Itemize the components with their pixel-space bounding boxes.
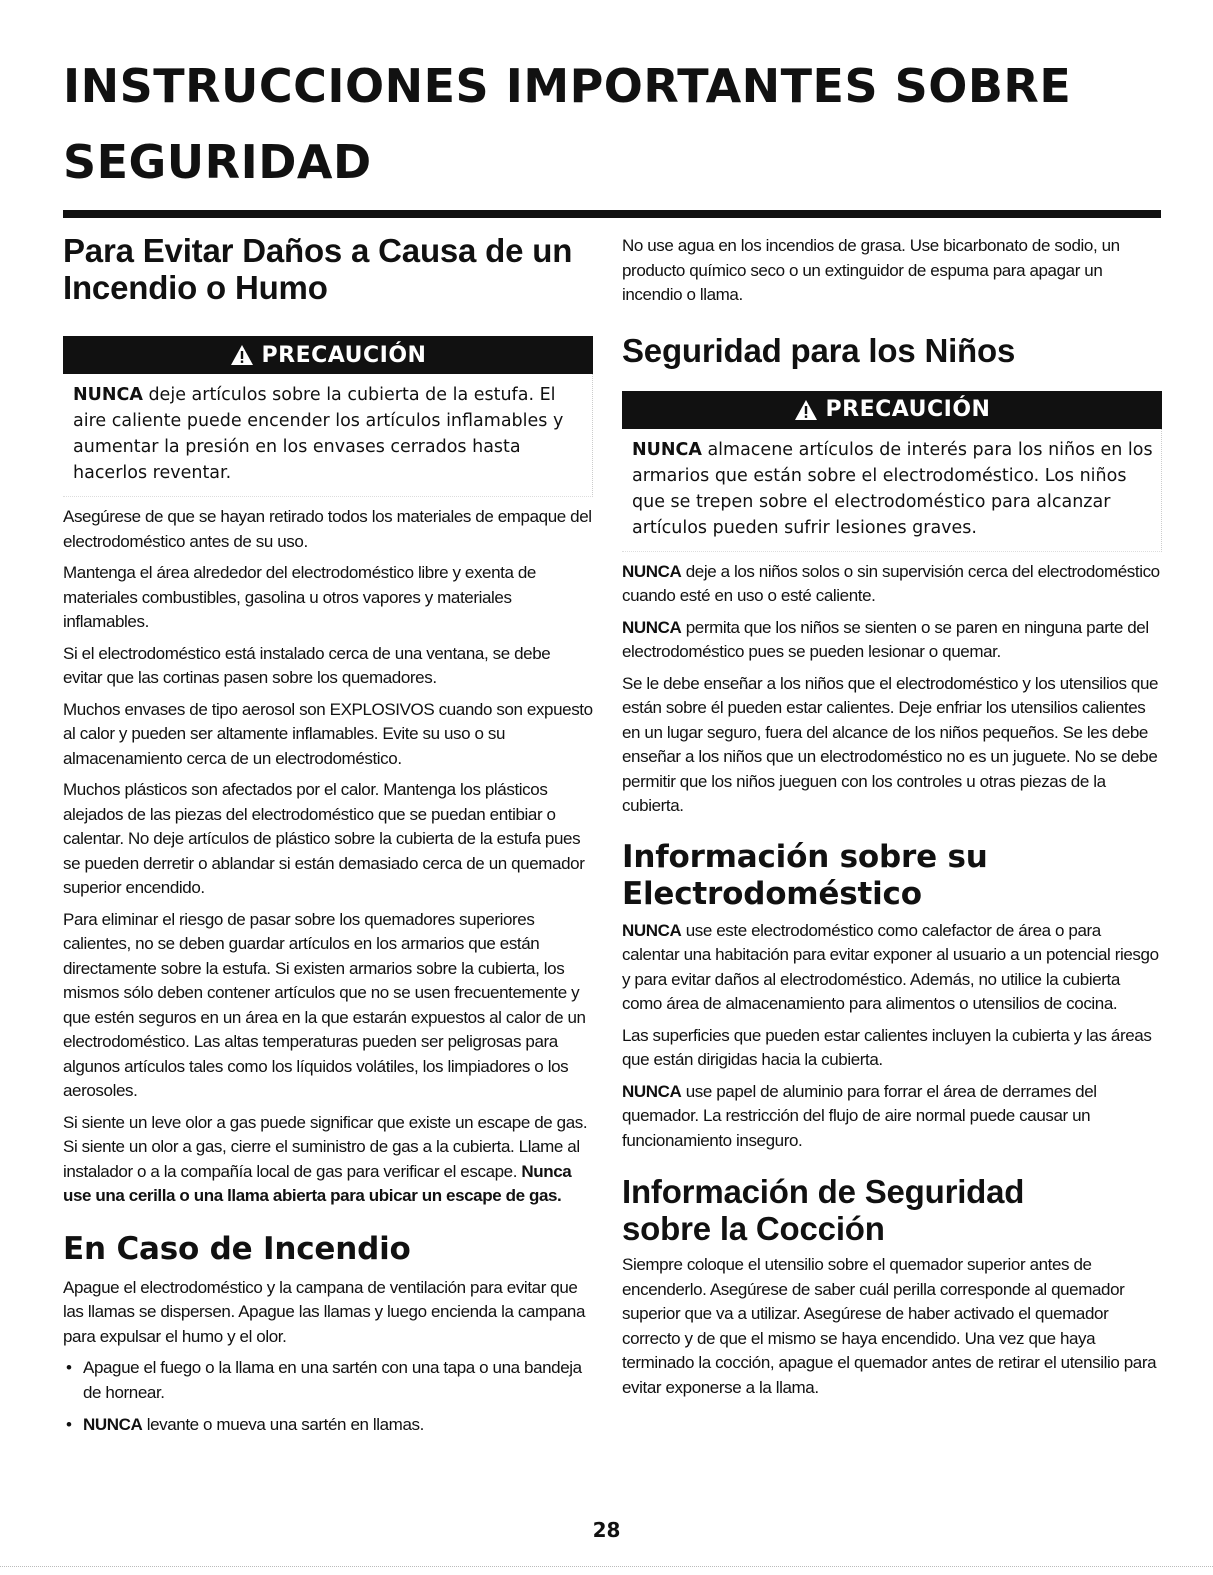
bullet-keyword: NUNCA [83,1415,143,1434]
paragraph: Si el electrodoméstico está instalado cerca de una ventana, se debe evitar que las cortinas pasen sobre los quemadores. [63,643,551,687]
paragraph: Las superficies que pueden estar calientes incluyen la cubierta y las áreas que están dirigidas hacia la cubierta. [622,1025,1152,1069]
bullet-text: levante o mueva una sartén en llamas. [142,1415,424,1434]
paragraph: Siempre coloque el utensilio sobre el quemador superior antes de encenderlo. Asegúrese de saber cuál perilla corresponde al quemador superior que va a utilizar. Asegúrese de haber activado el quemador correcto y de que el mismo se haya encendido. Una vez que haya terminado la cocción, apague el quemador antes de retirar el utensilio para evitar exponerse a la llama. [622,1255,1157,1397]
paragraph: Muchos envases de tipo aerosol son EXPLOSIVOS cuando son expuesto al calor y pueden ser altamente inflamables. Evite su uso o su almacenamiento cerca de un electrodoméstico. [63,699,593,768]
caution-keyword: NUNCA [73,385,143,405]
paragraph: Muchos plásticos son afectados por el calor. Mantenga los plásticos alejados de las piezas del electrodoméstico que se puedan entibiar o calentar. No deje artículos de plástico sobre la cubierta de la estufa pues se pueden derretir o ablandar si están demasiado cerca de un quemador superior encendido. [63,780,585,897]
caution-banner [622,391,1162,429]
paragraph [622,616,1162,665]
caution-banner [63,336,593,374]
paragraph-text: deje a los niños solos o sin supervisión cerca del electrodoméstico cuando esté en uso o esté caliente. [622,561,1160,605]
keyword: NUNCA [622,617,682,637]
list-item: • NUNCA levante o mueva una sartén en llamas. [66,1415,424,1434]
page-title-line2: SEGURIDAD [63,135,372,189]
paragraph: Se le debe enseñar a los niños que el electrodoméstico y los utensilios que están sobre él pueden estar calientes. Deje enfriar los utensilios calientes en un lugar seguro, fuera del alcance de los niños pequeños. Se les debe enseñar a los niños que un electrodoméstico no es un juguete. No se debe permitir que los niños jueguen con los controles u otras piezas de la cubierta. [622,673,1159,815]
paragraph: Mantenga el área alrededor del electrodoméstico libre y exenta de materiales combustibles, gasolina u otros vapores y materiales inflamables. [63,563,536,631]
caution-body: almacene artículos de interés para los niños en los armarios que están sobre el electrodoméstico. Los niños que se trepen sobre el electrodoméstico para alcanzar artículos pueden sufrir lesiones graves. [632,439,1153,538]
keyword: NUNCA [622,561,682,581]
page-number: 28 [592,1518,621,1542]
gas-leak-paragraph [63,1111,593,1209]
right-column [622,234,1162,1407]
paragraph [622,1080,1162,1154]
cooking-safety-heading: Información de Seguridad sobre la Cocción [622,1173,1025,1247]
gas-leak-warning: Nunca use una cerilla o una llama abierta para ubicar un escape de gas. [63,1161,572,1205]
fire-prevention-heading: Para Evitar Daños a Causa de un Incendio o Humo [63,232,573,306]
paragraph: Apague el electrodoméstico y la campana de ventilación para evitar que las llamas se dispersen. Apague las llamas y luego encienda la campana para expulsar el humo y el olor. [63,1277,585,1346]
paragraph-text: use papel de aluminio para forrar el área de derrames del quemador. La restricción del flujo de aire normal puede causar un funcionamiento inseguro. [622,1081,1097,1150]
keyword: NUNCA [622,1081,682,1101]
caution-keyword: NUNCA [632,439,702,460]
caution-body: deje artículos sobre la cubierta de la estufa. El aire caliente puede encender los artículos inflamables y aumentar la presión en los envases cerrados hasta hacerlos reventar. [73,385,564,483]
fire-bullet-list [63,1356,593,1438]
caution-label: PRECAUCIÓN [261,342,427,368]
caution-box-children [622,391,1162,552]
caution-text [622,429,1162,552]
caution-text [63,374,593,497]
page-title [63,48,1163,200]
paragraph [622,560,1162,609]
list-item: • Apague el fuego o la llama en una sartén con una tapa o una bandeja de hornear. [66,1358,582,1402]
caution-label: PRECAUCIÓN [825,397,991,422]
warning-triangle-icon [230,344,254,366]
caution-box-fire [63,336,593,497]
bullet-text: Apague el fuego o la llama en una sartén con una tapa o una bandeja de hornear. [83,1358,582,1402]
title-rule [63,210,1161,218]
appliance-info-heading: Información sobre su Electrodoméstico [622,838,988,912]
paragraph: Para eliminar el riesgo de pasar sobre los quemadores superiores calientes, no se deben guardar artículos en los armarios que están directamente sobre la estufa. Si existen armarios sobre la cubierta, los mismos sólo deben contener artículos que no se usen frecuentemente y que estén seguros en un área en la que estarán expuestos al calor de un electrodoméstico. Las altas temperaturas pueden ser peligrosas para algunos artículos tales como los líquidos volátiles, los limpiadores o los aerosoles. [63,909,586,1100]
child-safety-heading: Seguridad para los Niños [622,331,1016,369]
paragraph-text: use este electrodoméstico como calefactor de área o para calentar una habitación para evitar exponer al usuario a un potencial riesgo y para evitar daños al electrodoméstico. Además, no utilice la cubierta como área de almacenamiento para alimentos o utensilios de cocina. [622,920,1159,1013]
page-title-line1: INSTRUCCIONES IMPORTANTES SOBRE [63,59,1072,113]
keyword: NUNCA [622,920,682,940]
paragraph [622,919,1162,1017]
fire-case-heading: En Caso de Incendio [63,1230,411,1267]
grease-fire-paragraph: No use agua en los incendios de grasa. Use bicarbonato de sodio, un producto químico seco o un extinguidor de espuma para apagar un incendio o llama. [622,236,1120,304]
warning-triangle-icon [794,399,818,421]
paragraph: Asegúrese de que se hayan retirado todos los materiales de empaque del electrodoméstico antes de su uso. [63,507,592,551]
left-column [63,230,593,1446]
paragraph-text: permita que los niños se sienten o se paren en ninguna parte del electrodoméstico pues se pueden lesionar o quemar. [622,617,1149,661]
gas-leak-text: Si siente un leve olor a gas puede significar que existe un escape de gas. Si siente un olor a gas, cierre el suministro de gas a la cubierta. Llame al instalador o a la compañía local de gas para verificar el escape. [63,1112,588,1181]
bottom-divider [0,1566,1213,1567]
